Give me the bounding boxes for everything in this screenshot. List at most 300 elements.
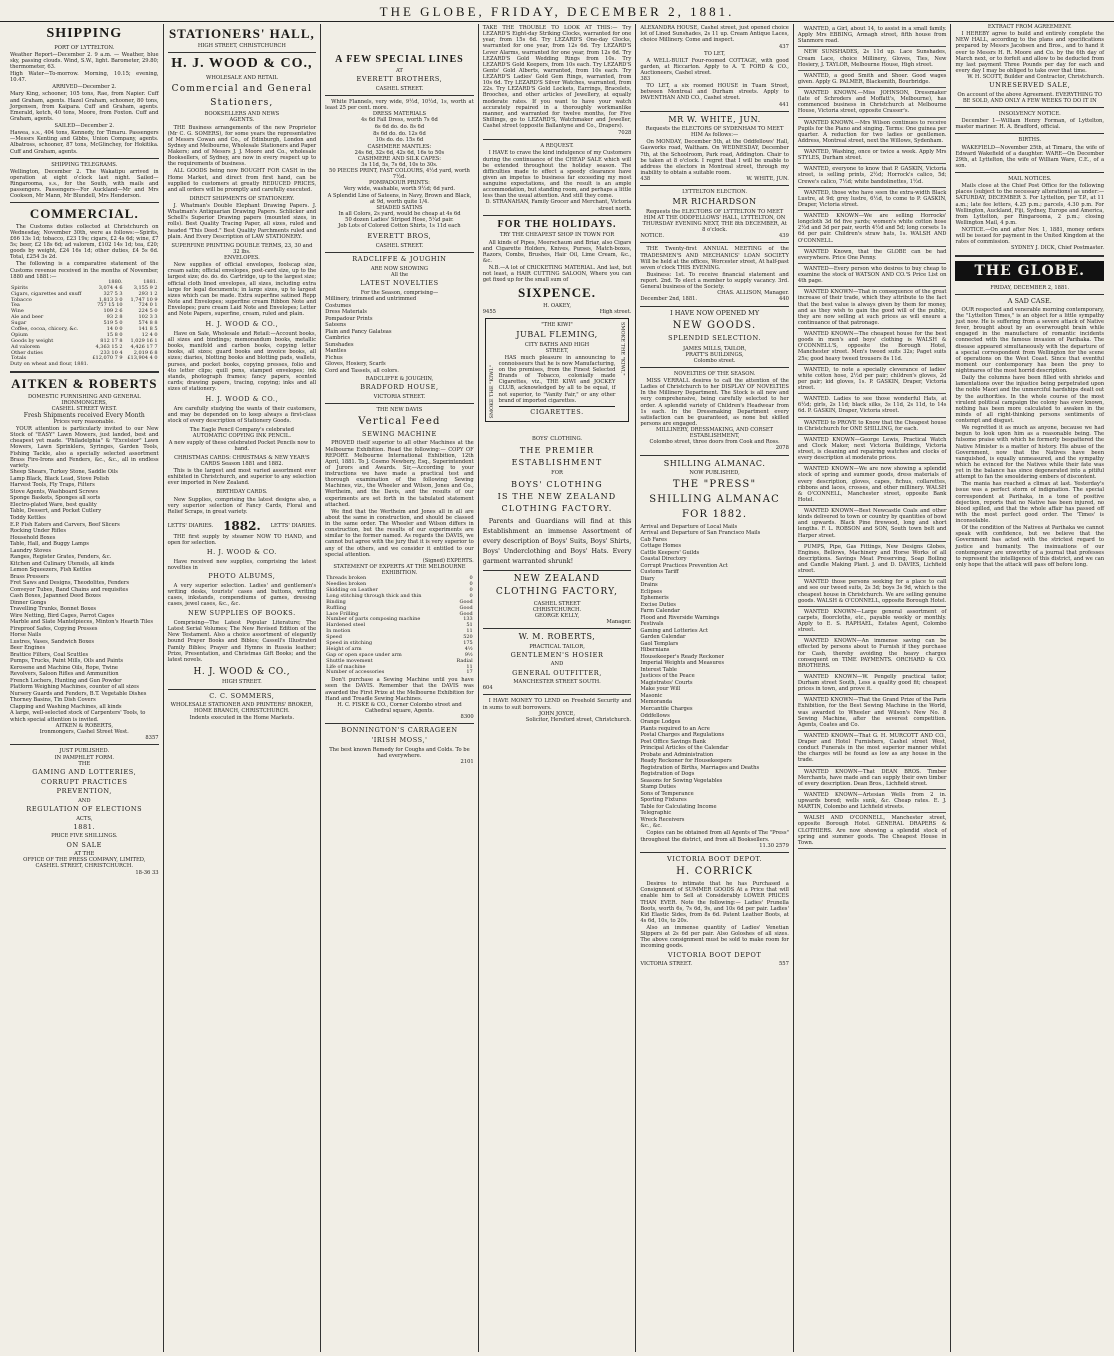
cashmere-text: 24s 6d, 32s 6d, 42s 6d, 16s to 50s: [354, 149, 445, 156]
almanac-item: Housekeeper's Ready Reckoner: [640, 653, 724, 660]
assoc-sign: CHAS. ALLISON, Manager.: [717, 290, 789, 297]
mail-title: MAIL NOTICES.: [1008, 176, 1052, 183]
wanted-ad: WANTED to PROVE to Know that the Cheapest house in Christchurch for ONE SHILLING, for each.: [798, 419, 947, 435]
white-name: MR W. WHITE, JUN.: [668, 114, 761, 124]
wood-sub-1: WHOLESALE AND RETAIL: [206, 74, 278, 81]
davis-row-label: Speed in stitching: [326, 639, 373, 646]
silk-title: CASHMERE AND SILK CAPES:: [357, 155, 442, 162]
rj-all: All the: [390, 271, 409, 278]
customs-cell: 15 8 0: [106, 331, 123, 338]
pencil-subtitle: A new supply of these celebrated Pocket Pencils now to hand.: [168, 439, 316, 452]
customs-year-1880: 1880.: [108, 278, 123, 285]
customs-cell: 109 2 6: [103, 308, 123, 315]
customs-cell: Goods by weight: [11, 337, 54, 344]
aitken-item: E.P. Fish Eaters and Carvers, Beef Slicers: [10, 521, 120, 528]
wood-sub-5: AGENTS.: [229, 117, 255, 124]
davis-row: [325, 670, 474, 676]
pub-form: IN PAMPHLET FORM.: [54, 754, 114, 761]
customs-cell: 224 5 0: [138, 308, 158, 315]
mills-address: PRATT'S BUILDINGS,: [685, 351, 744, 358]
dress-item: 4s 6d Fall Dress, worth 7s 6d: [361, 117, 438, 124]
aitken-item: Lustres, Vases, Sandwich Boxes: [10, 638, 94, 645]
customs-cell: 102 3 3: [138, 314, 158, 321]
almanac-item: Sporting Fixtures: [640, 797, 687, 804]
port-heading: PORT OF LYTTELTON.: [54, 44, 115, 51]
wanted-ad: PUMPS, Pipe, Gas Fittings, New Designs Globes, Engines, Bellows, Machinery and Horse Works of all descriptions. Savings Meat Preserving, Soap Boiling and Candle Making Plant. J. and D. DAVIES, Lichfield street.: [798, 543, 947, 578]
customs-cell: 3,155 9 2: [133, 284, 158, 291]
wanted-ad: WANTED those persons seeking for a place to call and see our tweed suits, 2s 3d; boys 3s 9d, which is the cheapest house in Christchurch. We are selling genuine goods. WALSH & O'CONNELL, opposite Borough Hotel.: [798, 578, 947, 607]
aitken-item: Clapping and Washing Machines, all kinds: [10, 703, 122, 710]
almanac-now: NOW PUBLISHED,: [689, 470, 740, 477]
davis-row-value: 175: [463, 639, 473, 646]
holidays-text: All kinds of Pipes, Meerschaum and Briar, also Cigars and Cigarette Holders, Knives, Purses, Match-boxes, Razors, Combs, Brushes, Hair Oil, Lime Cream, &c., &c.: [482, 239, 632, 264]
vbd-footer: [640, 961, 789, 967]
white-text: On MONDAY, December 5th, at the Oddfellows' Hall, Gasworks road, Waltham. On WEDNESDAY, December 7th, at the Schoolroom, Park road, Addington. Chair to be taken at 8 o'clock. I regret that I will be unable to address the electors in Montreal street, through my inability to obtain a suitable room.: [640, 139, 789, 176]
novelties-number: 2078: [775, 445, 789, 452]
stationers-hall-address: HIGH STREET, CHRISTCHURCH: [197, 43, 286, 50]
rj-street: VICTORIA STREET.: [373, 393, 426, 400]
lezard-number: 7028: [618, 130, 632, 137]
wanted-ad: WANTED, Washing, once or twice a week. Apply Mrs STYLES, Durham street.: [798, 148, 947, 164]
boys-for: FOR: [551, 470, 563, 477]
customs-cell: 4,363 15 2: [95, 343, 123, 350]
almanac-item: Postal Charges and Regulations: [640, 732, 725, 739]
rj-house: BRADFORD HOUSE,: [360, 383, 439, 392]
assoc-date: December 2nd, 1881.: [640, 296, 698, 303]
wood-text-1: THE Business arrangements of the new Proprietor (Mr C. G. SOMERS), for some years the representative of Messrs Cowan and Co., of Edinburgh, London and Sydney and Melbourne, Wholesale Stationers and Paper Makers; and of Messrs J. J. Moore and Co., wholesale Booksellers, of Sydney, are now in every respect up to the requirements of business.: [167, 124, 317, 168]
davis-row-value: Good: [459, 598, 473, 605]
davis-row-label: Number of parts composing machine: [326, 616, 421, 623]
almanac-title: SHILLING ALMANAC.: [663, 458, 766, 468]
wood-sub-4: BOOKSELLERS AND NEWS: [204, 111, 280, 118]
customs-cell: 519 5 0: [103, 320, 123, 327]
wanted-ad: WANTED, those who have seen the extra-width Black Lustre, at 9d; grey lustre, 6½d, to come to P. GASKIN, Draper, Victoria street.: [798, 189, 947, 211]
almanac-item: Farm Calendar: [640, 608, 680, 615]
richardson-footer: [640, 233, 789, 239]
boys-title: BOYS' CLOTHING.: [531, 436, 583, 443]
pieces-text: 50 PIECES PRINT, FAST COLOURS, 4½d yard, worth 7½d.: [329, 168, 470, 181]
wanted-ad: WANTED, everyone to know that P. GASKIN, Victoria street, is selling prints, 2½d; Horrock's calico, 5d; Crewe's calico, 7½d; white bandolinettes, 1½d.: [798, 165, 947, 187]
davis-row-label: Ruffling: [326, 604, 347, 611]
wanted-ad: WANTED—Every person who desires to buy cheap to examine the stock of WATSON AND CO.'S Price List on 4th page.: [798, 265, 947, 287]
customs-year-1881: 1881.: [143, 278, 158, 285]
customs-cell: 327 5 3: [103, 290, 123, 297]
wanted-ad: WANTED, to note a specially cleverance of ladies' white cotton hose, 2½d per pair; children's gloves, 2d per pair; kid gloves, 1s. P. GASKIN, Draper, Victoria street.: [798, 366, 947, 395]
aitken-item: Marble and Slate Mantelpieces, Minton's Hearth Tiles: [10, 619, 153, 626]
column-5: [636, 24, 794, 1352]
wm-subtitle-2: GENTLEMEN'S HOSIER: [510, 650, 604, 659]
bonnington-text: The best known Remedy for Coughs and Colds. To be had everywhere.: [329, 746, 470, 759]
vbd-text-2: Also an immense quantity of Ladies' Venetian Slippers at 2s 6d per pair. Also Goloshes of all sizes. The above consignment must be sold to make room for incoming goods.: [640, 925, 789, 950]
almanac-the: THE "PRESS": [672, 479, 757, 491]
wanted-ad: WANTED KNOWN—An immense saving can be effected by persons about to Furnish if they purchase for Cash, thereby avoiding the heavy charges consequent on TIME PAYMENTS. ORCHARD & CO. BROTHERS.: [798, 637, 947, 672]
pompadour-title: POMPADOUR PRINTS:: [368, 180, 430, 187]
pub-title-2: CORRUPT PRACTICES: [41, 777, 128, 786]
customs-cell: Other duties: [11, 349, 43, 356]
alexandra-text: ALEXANDRA HOUSE, Cashel street, just opened choice lot of Lined Sunshades, 2s 11 up. Cream Antique Laces, choice Millinery. Come and inspect.: [640, 25, 789, 44]
arrived-text: Mary King, schooner, 105 tons, Rae, from Napier. Cuff and Graham, agents. Hazel Graham, schooner, 80 tons, Jorgensen, from Kaipara. Cuff and Graham, agents. Emerald, ketch, 40 tons, Moore, from Foxton. Cuff and Graham, agents.: [10, 91, 159, 122]
assoc-number: 440: [778, 296, 789, 303]
almanac-item: Festivals: [640, 621, 664, 628]
davis-row-label: Threads broken: [326, 575, 367, 582]
white-sign: W. WHITE, JUN.: [746, 176, 789, 183]
pub-title-1: GAMING AND LOTTERIES,: [32, 767, 137, 776]
bonnington-number: 2101: [460, 758, 474, 765]
vbd-name: H. CORRICK: [676, 866, 754, 878]
davis-row-value: 0: [469, 592, 473, 599]
env-subtitle: ENVELOPES.: [223, 255, 260, 262]
aitken-fresh: Fresh Shipments received Every Month: [23, 411, 145, 419]
holidays-subtitle: TRY THE CHEAPEST SHOP IN TOWN FOR: [499, 232, 615, 239]
rj-item: Sateens: [325, 322, 347, 329]
alexandra-number: 437: [778, 44, 789, 51]
davis-row-value: 0: [469, 581, 473, 588]
vbd-number: 557: [778, 961, 789, 968]
mills-street: Colombo street.: [693, 357, 736, 364]
almanac-item: Memoranda: [640, 699, 673, 706]
wm-subtitle: PRACTICAL TAILOR,: [529, 643, 585, 650]
davis-text-2: We find that the Wertheim and Jones all in all are about the same in construction, and should be classed in the same order. The Wheeler and Wilson differs in construction, but the results of our experiments are similar to the former named. As regards the DAVIS, we cannot but agree with the jury that it is very superior to any of the others, and we consider it entitled to our special attention.: [325, 508, 474, 558]
davis-row-value: 51: [466, 622, 473, 629]
davis-row-label: Height of arm: [326, 645, 362, 652]
davis-row-value: 11: [466, 663, 473, 670]
almanac-item: Plants required to an Acre: [640, 725, 710, 732]
davis-row-value: 17: [466, 669, 473, 676]
wanted-ad: WANTED KNOWN—Best Newcastle Coals and other kinds delivered to town or country by quantities of bowl and upwards. Black Pine firewood, long and short lengths. F. L. ROBSON and SON, South town belt and Harper street.: [798, 507, 947, 542]
wood-2-text: Have on Sale, Wholesale and Retail:—Account books, all sizes and bindings; memorandum books, metallic books, manifold and carbon books, copying letter books, all sizes; guard books and invoice books, all sizes; diaries, blotting books and blotting pads, wallets, purses, and pocket books, copying presses, folio and 4to letter clips; quill pens, stamped envelopes; ink stands, photograph frames; fancy papers, scented cards; drawing papers, tracing, copying; inks and all sizes of stationery.: [167, 330, 317, 393]
customs-cell: 1,813 3 0: [98, 296, 123, 303]
sad-case-title: A SAD CASE.: [1007, 297, 1052, 306]
almanac-item: Garden Calendar: [640, 634, 686, 641]
job-text: Job Lots of Colored Cotton Shirts, 1s 11d each: [338, 223, 461, 230]
pub-on-sale: ON SALE: [66, 840, 103, 849]
white-request: Requests the ELECTORS OF SYDENHAM TO MEET HIM As follows:—: [645, 126, 784, 139]
wood-sub-2: Commercial and General: [171, 84, 313, 95]
aitken-item: Table, Dessert, and Pocket Cutlery: [10, 508, 102, 515]
boys-is: IS THE NEW ZEALAND: [497, 492, 617, 502]
bonnington-subtitle: 'IRISH MOSS,': [371, 735, 428, 744]
wanted-ad: WANTED KNOWN—Large general assortment of carpets, floorcloths, etc., payable weekly or monthly. Apply to E. S. RAPHAEL, Estates Agent, Colombo street.: [798, 608, 947, 637]
nz-street: CASHEL STREET: [533, 600, 581, 607]
vbd-street: VICTORIA STREET.: [640, 961, 692, 968]
customs-cell: 141 8 5: [138, 325, 158, 332]
request-text: I HAVE to crave the kind indulgence of my Customers during the continuance of the CHEAP SALE which will be extended throughout the holiday season. The difficulties made to effect a speedy clearance have given an impetus to business far exceeding my most sanguine expectations, and the result is an ample accommodation, but standing room, and perhaps a little less than the usual attention. And still they come.: [482, 150, 632, 200]
davis-row-label: In motion: [326, 628, 351, 635]
stationers-hall-title: STATIONERS' HALL,: [168, 26, 315, 41]
almanac-item: Customs Tariff: [640, 569, 679, 576]
xmas-title: CHRISTMAS CARDS: CHRISTMAS & NEW YEAR'S CARDS Season 1881 and 1882.: [174, 454, 310, 467]
rj-item: Gloves, Hosiery, Scarfs: [325, 361, 386, 368]
pub-and: AND: [78, 797, 91, 804]
extract-title: EXTRACT FROM AGREEMENT.: [987, 24, 1072, 30]
insolvency-text: December 1—William Henry Forman, of Lyttelton, master mariner. H. A. Bradford, official.: [955, 118, 1105, 131]
davis-row-label: Long stitching through thick and thin: [326, 592, 422, 599]
aitken-text: YOUR attention is particularly invited to our New Stock of "EASY" Lawn Mowers, just landed, best and cheapest yet made. "Philadelphia" & "Excelsior" Lawn Mowers, Lawn Sprinklers, Syringes, Garden Tools, Fishing Tackle, also a specially selected assortment Brass Fire-Irons and Fenders, &c., &c., all in endless variety.: [10, 426, 159, 469]
xmas-text: This is the largest and most varied assortment ever exhibited in Christchurch, and superior to any selection ever imported in New Zealand.: [167, 468, 317, 487]
aitken-item: Cash Boxes, Japanned Deed Boxes: [10, 593, 101, 600]
aitken-item: Fireproof Safes, Copying Presses: [10, 625, 98, 632]
davis-row-label: Number of accessories: [326, 669, 385, 676]
wanted-ad: WANTED KNOWN.—Miss JOHNSON, Dressmaker (late of Schroders and Moffatt's, Melbourne), has commenced business in Christchurch at Melbourne House, Victoria street, opposite Crasser's.: [798, 89, 947, 118]
customs-total-label: Totals: [11, 355, 27, 362]
dress-list: [325, 117, 474, 143]
mills-name: JAMES MILLS, TAILOR,: [682, 345, 747, 352]
boys-the: THE PREMIER: [519, 445, 595, 455]
davis-sign: (Signed) EXPERTS.: [422, 557, 474, 564]
holidays-number: 9455: [482, 308, 496, 315]
pencil-text: The Eagle Pencil Company's celebrated: [189, 427, 294, 434]
almanac-item: Oddfellows: [640, 712, 670, 719]
almanac-number: 11.30 2579: [759, 842, 789, 849]
almanac-item: Principal Articles of the Calendar: [640, 745, 729, 752]
shipping-telegrams-text: Wellington, December 2. The Wakatipu arrived in operation at eight o'clock last night. Sailed—Ringarooma, s.s., for the South, with mails and passengers. Passengers—For Auckland—Mr and Mrs Cookson, Mr Mann, Mr Blundell, Mrs Henderson.: [10, 168, 159, 200]
wanted-ad: WANTED, a Girl, about 14, to assist in a small family. Apply Mrs EBBING, Armagh street, fifth house from Stanmore road.: [798, 25, 947, 47]
hose-text: 50 dozen Ladies' Striped Hose, 5¼d pair.: [345, 217, 454, 224]
wood-sub-3: Stationers,: [210, 97, 274, 108]
direct-title: DIRECT SHIPMENTS OF STATIONERY.: [189, 195, 295, 202]
almanac-item: Cattle Keepers' Guilds: [640, 549, 700, 556]
rj-item: Cambrics: [325, 335, 351, 342]
almanac-item: Sons of Temperance: [640, 790, 694, 797]
kiwi-addr-1: CITY BATHS AND HIGH: [524, 341, 590, 348]
wm-address: MANCHESTER STREET SOUTH.: [513, 679, 601, 686]
white-footer: [640, 176, 789, 182]
novelties-text: MISS VERRALL desires to call the attention of the Ladies of Christchurch to her DISPLAY OF NOVELTIES In the Millinery Department. The Stock is all new and very comprehensive, being carefully selected to her order. A splendid variety of Children's Headwear from 1s each. In the Dressmaking Department every satisfaction can be guaranteed, as none but skilled persons are engaged.: [640, 378, 789, 427]
letts-text: THE first supply by steamer NOW TO HAND, and open for selection.: [167, 534, 317, 547]
aitken-item: Brass Pressers: [10, 573, 49, 580]
aitken-item: Fret Saws and Designs, Theodolites, Fenders: [10, 580, 129, 587]
aitken-item: Pumps, Trucks, Paint Mills, Oils and Paints: [10, 658, 124, 665]
vbd-title: VICTORIA BOOT DEPOT.: [667, 854, 763, 863]
let-2-text: TO LET, a six roomed HOUSE in Tuam Street, between Montreal and Durham streets. Apply to PAVENTHAN AND CO., Cashel street.: [640, 83, 789, 102]
nz-title: NEW ZEALAND: [513, 573, 601, 584]
richardson-notice: NOTICE.: [640, 233, 665, 240]
photo-title: PHOTO ALBUMS,: [208, 572, 276, 581]
aitken-item: Household Boxes: [10, 534, 56, 541]
richardson-name: MR RICHARDSON: [672, 197, 757, 207]
richardson-number: 439: [778, 233, 789, 240]
shaded-title: SHADED SATINS: [376, 204, 423, 211]
wood-4-name: H. J. WOOD & CO.: [206, 548, 277, 557]
customs-cell: 233 10 4: [100, 349, 123, 356]
almanac-item: Registration of Dogs: [640, 771, 695, 778]
pompadour-text: Very wide, washable, worth 9½d; 6d yard.: [343, 186, 455, 193]
davis-new: THE NEW DAVIS: [376, 406, 423, 413]
silk-text: 3s 11d, 5s, 7s 6d, 10s to 30s.: [361, 161, 438, 168]
pub-title-3: PREVENTION,: [56, 787, 112, 796]
aitken-item: A large, well-selected stock of Carpenters' Tools, to which special attention is invited.: [10, 710, 146, 723]
wood-4-text: Have received new supplies, comprising the latest novelties in: [167, 558, 317, 572]
almanac-item: Gaol Templars: [640, 640, 679, 647]
letts-row: [168, 519, 317, 533]
pub-address: CASHEL STREET, CHRISTCHURCH.: [35, 863, 134, 870]
almanac-item: Coastal Directory: [640, 556, 687, 563]
comparative-text: The following is a comparative statement of the Customs revenue received in the months of November, 1880 and 1881:—: [10, 261, 159, 280]
almanac-item: Magistrates' Courts: [640, 679, 693, 686]
novelties-sign: MILLINERY, DRESSMAKING, AND CORSET ESTABLISHMENT,: [656, 427, 774, 440]
almanac-item: Eclipses: [640, 588, 663, 595]
aitken-item: Brattice Filters, Coal Scuttles: [10, 651, 89, 658]
davis-text: PROVED itself superior to all other Machines at the Melbourne Exhibition. Read the following:— COPY OF REPORT. Melbourne International Exhibition, 12th April, 1881. To J. Cosmo Newbery, Esq., Superintendent of Jurors and Awards. Sir,—According to your instructions we have made a practical test and thorough examination of the following Sewing Machines, viz., the Wheeler and Wilson, Jones and Co., Wertheim, and the Davis, and the results of our experiments are set forth in the tabulated statement attached.: [325, 440, 474, 508]
pub-at: AT THE: [74, 851, 95, 858]
bonnington-title: BONNINGTON'S CARRAGEEN: [341, 726, 458, 735]
births-title: BIRTHS.: [1018, 137, 1042, 144]
births-text: WAKEFIELD—November 25th, at Timaru, the wife of Edward Wakefield of a daughter. WARE—On December 29th, at Lyttelton, the wife of William Ware, C.E., of a son.: [955, 144, 1105, 169]
davis-row-label: Gap or open space under arm: [326, 651, 402, 658]
customs-cell: Wine: [11, 308, 24, 315]
few-lines-text: White Flannels, very wide, 9½d, 10½d, 1s, worth at least 25 per cent. more.: [325, 98, 474, 111]
almanac-item: Orange Lodges: [640, 719, 681, 726]
customs-cell: Tobacco: [11, 296, 32, 303]
aitken-item: Sponge Baskets, Sponges all sorts: [10, 495, 101, 502]
letts-left: LETTS' DIARIES.: [167, 522, 214, 529]
dress-title: DRESS MATERIALS: [372, 110, 427, 117]
almanac-item: Diary: [640, 575, 655, 582]
almanac-item: &c., &c.: [640, 823, 662, 830]
arrived-heading: ARRIVED—December 2.: [52, 84, 117, 91]
pub-just: JUST PUBLISHED.: [59, 748, 110, 755]
few-lines-address: CASHEL STREET.: [375, 85, 424, 92]
nz-subtitle: CLOTHING FACTORY,: [495, 587, 619, 598]
env-text: New supplies of official envelopes, foolscap size, cream satin; official envelopes, post-card size, up to the largest size; do. do. do. Cartridge, up to the largest size; official cloth lined envelopes, all sizes, including extra large for legal documents; in large sizes, up to largest sizes which can be made. Extra superfine satined Repp Note and Envelopes; superfine cream Ribbon Note and Envelopes; pure cream Laid Note and Envelopes; Letter and Note Papers, superfine, cream, ruled and plain.: [167, 262, 317, 318]
customs-cell: 574 8 8: [138, 320, 158, 327]
aitken-item: Table, Hall, and Buggy Lamps: [10, 541, 89, 548]
few-lines-name: EVERETT BROTHERS,: [356, 74, 443, 83]
globe-date: FRIDAY, DECEMBER 2, 1881.: [990, 285, 1070, 292]
almanac-item: Drains: [640, 582, 658, 589]
aitken-item: Electro-plated Ware, best quality: [10, 501, 97, 508]
sad-case-text-2: Daily the columns have been filled with shrieks and lamentations over the injustice being perpetrated upon the noble Maori and the unmerciful hardships dealt out by the authorities. In the whole course of the most virulent political campaign the colony has ever known, nothing has been more calculated to awaken in the minds of all right-thinking persons sentiments of contempt and disgust.: [955, 375, 1105, 425]
aitken-item: Rocking Under Rifles: [10, 528, 67, 535]
almanac-item: Flood and Riverside Warnings: [640, 614, 720, 621]
wood-2-name: H. J. WOOD & CO.,: [205, 320, 279, 329]
davis-row-value: 0: [469, 575, 473, 582]
aitken-item: Conveyor Tubes, Band Chains and requisites: [10, 586, 129, 593]
wood-3-text: Are carefully studying the wants of their customers, and may be depended on to keep always a first-class stock of every description of Stationery Goods.: [167, 405, 317, 425]
assoc-footer: [640, 296, 789, 302]
aitken-item: Lemon Squeezers, Fish Kettles: [10, 567, 92, 574]
wanted-ads: [798, 25, 947, 849]
wood-name: H. J. WOOD & CO.,: [171, 56, 313, 72]
dress-item: 8s 6d do. do. 12s 6d: [373, 130, 426, 137]
extract-text: I HEREBY agree to build and entirely complete the NEW HALL, according to the plans and specifications prepared by Messrs Jacobsen and Bros., and to hand it over to Messrs H. R. Moore and Co. by the 6th day of March next, or to forfeit and allow to be deducted from my last payment Three Pounds per day for each and every day I may be obliged to take over that time.: [955, 31, 1105, 74]
wanted-ad: WANTED KNOWN—We are selling Horrocks' longcloth 3d 6d five yards; women's white cotton hose 2½d and 3d per pair, worth 4½d and 5d; long corsets 1s 6d per pair. Children's straw hats, 1s. WALSH AND O'CONNELL.: [798, 212, 947, 247]
holidays-footer: [483, 309, 632, 315]
direct-text: J. Whatman's Double Elephant Drawing Papers. J. Whatman's Antiquarian Drawing Papers. Schlicker and Schell's Superior Drawing papers (mounted sizes, in rolls). Best Quality Tracing Paper, all sizes, ruled and headed "This Deed." Best Quality Parchments ruled and plain. And Every Description of LAW STATIONERY.: [167, 203, 317, 240]
globe-title: THE GLOBE.: [955, 261, 1104, 282]
env-title: SUPERFINE PRINTING DOUBLE TERMS, 23, 30 and 32 lbs.: [171, 242, 313, 255]
davis-number: 8300: [460, 714, 474, 721]
masthead-title: THE GLOBE, FRIDAY, DECEMBER 2, 1881.: [379, 4, 735, 19]
column-6: [794, 24, 952, 1352]
customs-cell: 4,426 17 7: [130, 343, 158, 350]
holidays-title: FOR THE HOLIDAYS.: [497, 218, 617, 230]
aitken-item: Laundry Stoves: [10, 547, 52, 554]
wanted-ad: WANTED. Ladies to see those wonderful Hats, at 6½d; girls, 2s 11d; black silks, 3s 11d, 2s 11d, to 14s 6d. P. GASKIN, Draper, Victoria street.: [798, 395, 947, 417]
wanted-ad: WANTED Known, that the GLOBE can be had everywhere. Price One Penny.: [798, 248, 947, 264]
davis-title: Vertical Feed: [358, 415, 441, 427]
aitken-items: [10, 469, 159, 722]
money-sign: JOHN JOYCE,: [538, 710, 576, 717]
holidays-price: SIXPENCE.: [518, 285, 597, 301]
davis-row-value: 9½: [464, 651, 473, 658]
sad-case-text-4: The mania has reached a climax at last. Yesterday's issue was a perfect storm of indignation. The special correspondent at Parihaka, in a tone of positive dejection, reports that no Native has been injured, no blood spilled, and that the whole affair has passed off with the most perfect good order. The 'Times' is inconsolable.: [955, 481, 1105, 525]
customs-cell: Opium: [11, 331, 28, 338]
newgoods-title: NEW GOODS.: [672, 320, 757, 332]
aitken-item: Wire Netting, Bird Cages, Parrot Cages: [10, 612, 115, 619]
almanac-subtitle: SHILLING ALMANAC: [649, 493, 781, 505]
rj-item: Pompadour Prints: [325, 315, 373, 322]
aitken-item: Dinner Gongs: [10, 599, 47, 606]
unreserved-text: On account of the above Agreement. EVERYTHING TO BE SOLD, AND ONLY A FEW WEEKS TO DO IT IN: [957, 91, 1103, 104]
almanac-text: Copies can be obtained from all Agents of The "Press" throughout the district, and from all Booksellers.: [640, 830, 789, 843]
books-text: Comprising—The Latest Popular Literature; The Latest Serial Volumes; The New Revised Edition of the New Testament. Also a choice assortment of elegantly bound Prayer Books and Bibles; Cassell's Illustrated Family Bibles; Prayer and Hymns in Russia leather; Prize, Presentation, and Christmas Gift Books; and the latest novels.: [167, 620, 317, 663]
customs-cell: 724 0 1: [138, 302, 158, 309]
rj-season: For the Season, comprising—: [360, 289, 439, 296]
pub-acts: ACTS,: [76, 815, 93, 822]
almanac-item: Excise Duties: [640, 601, 676, 608]
novelties-title: NOVELTIES OF THE SEASON.: [673, 370, 756, 377]
everett-address: CASHEL STREET.: [375, 242, 424, 249]
rj-item: Sunshades: [325, 341, 354, 348]
pub-the: THE: [78, 760, 91, 767]
sad-case-text-3: We regretted it as much as anyone, because we had begun to look upon him as a reasonable being. The fulsome praise with which he formerly bespattered the Native Minister is a matter of history. His abuse of the Government, now that the Natives have been vanquished, is equally unmeasured, and the sympathy which he evinced for the Natives while their fate was yet in the balance has since degenerated into a pitiful attempt to fan the smouldering embers of discontent.: [955, 425, 1105, 481]
almanac-item: Cottage Homes: [640, 543, 682, 550]
birthday-title: BIRTHDAY CARDS.: [216, 489, 268, 496]
let-text: A WELL-BUILT Four-roomed COTTAGE, with good garden, at Riccarton. Apply to A. T. FORD & CO., Auctioneers, Cashel street.: [640, 57, 789, 76]
customs-cell: 812 17 8: [100, 337, 123, 344]
aitken-item: Lamp Black, Black Lead, Stove Polish: [10, 475, 109, 482]
wanted-ad: WANTED KNOWN—The cheapest house for the best goods in men's and boys' clothing is WALSH & O'CONNELL'S, opposite the Borough Hotel, Manchester street. Men's tweed suits 32s; Paget suits 25s; good heavy tweed trousers 8s 11d.: [798, 330, 947, 365]
wanted-ad: WANTED KNOWN—That DEAN BROS. Timber Merchants, have made and can supply their own timber of every description. Dean Bros., Lichfield street.: [798, 768, 947, 790]
rj-item: Dress Materials: [325, 309, 367, 316]
rj-item: Fichus: [325, 354, 343, 361]
customs-cell: Sugar: [11, 320, 27, 327]
vbd-text: Desires to intimate that he has Purchased a Consignment of SUMMER GOODS At a Price that will enable him to Sell at Considerably LOWER PRICES THAN EVER. Note the following:— Ladies' Prunella Boots, worth 6s, 7s 6d, 9s, and 10s 6d per pair. Ladies' Kid Elastic Sides, from 8s 6d. Patent Leather Boots, at 4s 6d, 10s, to 20s.: [640, 881, 789, 924]
davis-row-label: Lace Frilling: [326, 610, 359, 617]
extract-sign: W. H. SCOTT, Builder and Contractor, Christchurch.: [967, 74, 1105, 80]
kiwi-name: JUBAL FLEMING,: [516, 330, 598, 340]
davis-row-label: Speed: [326, 634, 342, 641]
wanted-ad: WANTED KNOWN—We are now showing a splendid stock of spring and summer goods, dress materials of every description, gloves, capes, fichus, collarettes, ribbons and laces, crosses, and other millinery. WALSH & O'CONNELL, Manchester street, opposite Bank Hotel.: [798, 465, 947, 506]
wm-name: W. M. ROBERTS,: [518, 632, 596, 642]
customs-total-1881: £13,904 4 0: [127, 355, 158, 362]
pub-number: 18-36 33: [135, 869, 159, 876]
rj-item: Millinery, trimmed and untrimmed: [325, 296, 417, 303]
customs-cell: 293 1 2: [138, 290, 158, 297]
davis-row-label: Binding: [326, 598, 346, 605]
richardson-text: Requests the ELECTORS OF LYTTELTON TO MEET HIM AT THE ODDFELLOWS' HALL, LYTTELTON, ON THURSDAY EVENING NEXT, THE 8th DECEMBER, At 8 o'clock.: [642, 208, 787, 234]
almanac-item: Probate and Administration: [640, 751, 714, 758]
pub-year: 1881.: [73, 822, 96, 831]
column-7: [951, 24, 1108, 1352]
rj-item: Mantles: [325, 348, 347, 355]
white-number: 438: [640, 176, 651, 183]
rj-subtitle: ARE NOW SHOWING: [370, 265, 429, 272]
cashmere-title: CASHMERE MANTLES:: [367, 143, 432, 150]
almanac-item: Stamp Duties: [640, 784, 676, 791]
sommers-address: HOME BRANCH, CHRISTCHURCH.: [194, 708, 290, 715]
weather-report: Weather Report—December 2. 9 a.m. — Weather, blue sky, passing clouds. Wind, S.W., light. Barometer, 29.80; thermometer, 63.: [10, 51, 159, 70]
almanac-item: Cab Fares: [640, 536, 667, 543]
wanted-ad: WANTED KNOWN—That in consequence of the great increase of their trade, which they attribute to the fact that the best value is always given by them for money, and as they wish to gain the good will of the public, they are now selling at such prices as will ensure a continuance of that patronage.: [798, 288, 947, 329]
newgoods-text: I HAVE NOW OPENED MY: [670, 308, 760, 317]
aitken-item: Beer Engines: [10, 645, 46, 652]
rj-latest: LATEST NOVELTIES: [360, 278, 439, 287]
letts-year: 1882.: [223, 518, 261, 533]
almanac-item: Table for Calculating Income: [640, 803, 717, 810]
almanac-item: Interest Table: [640, 666, 678, 673]
